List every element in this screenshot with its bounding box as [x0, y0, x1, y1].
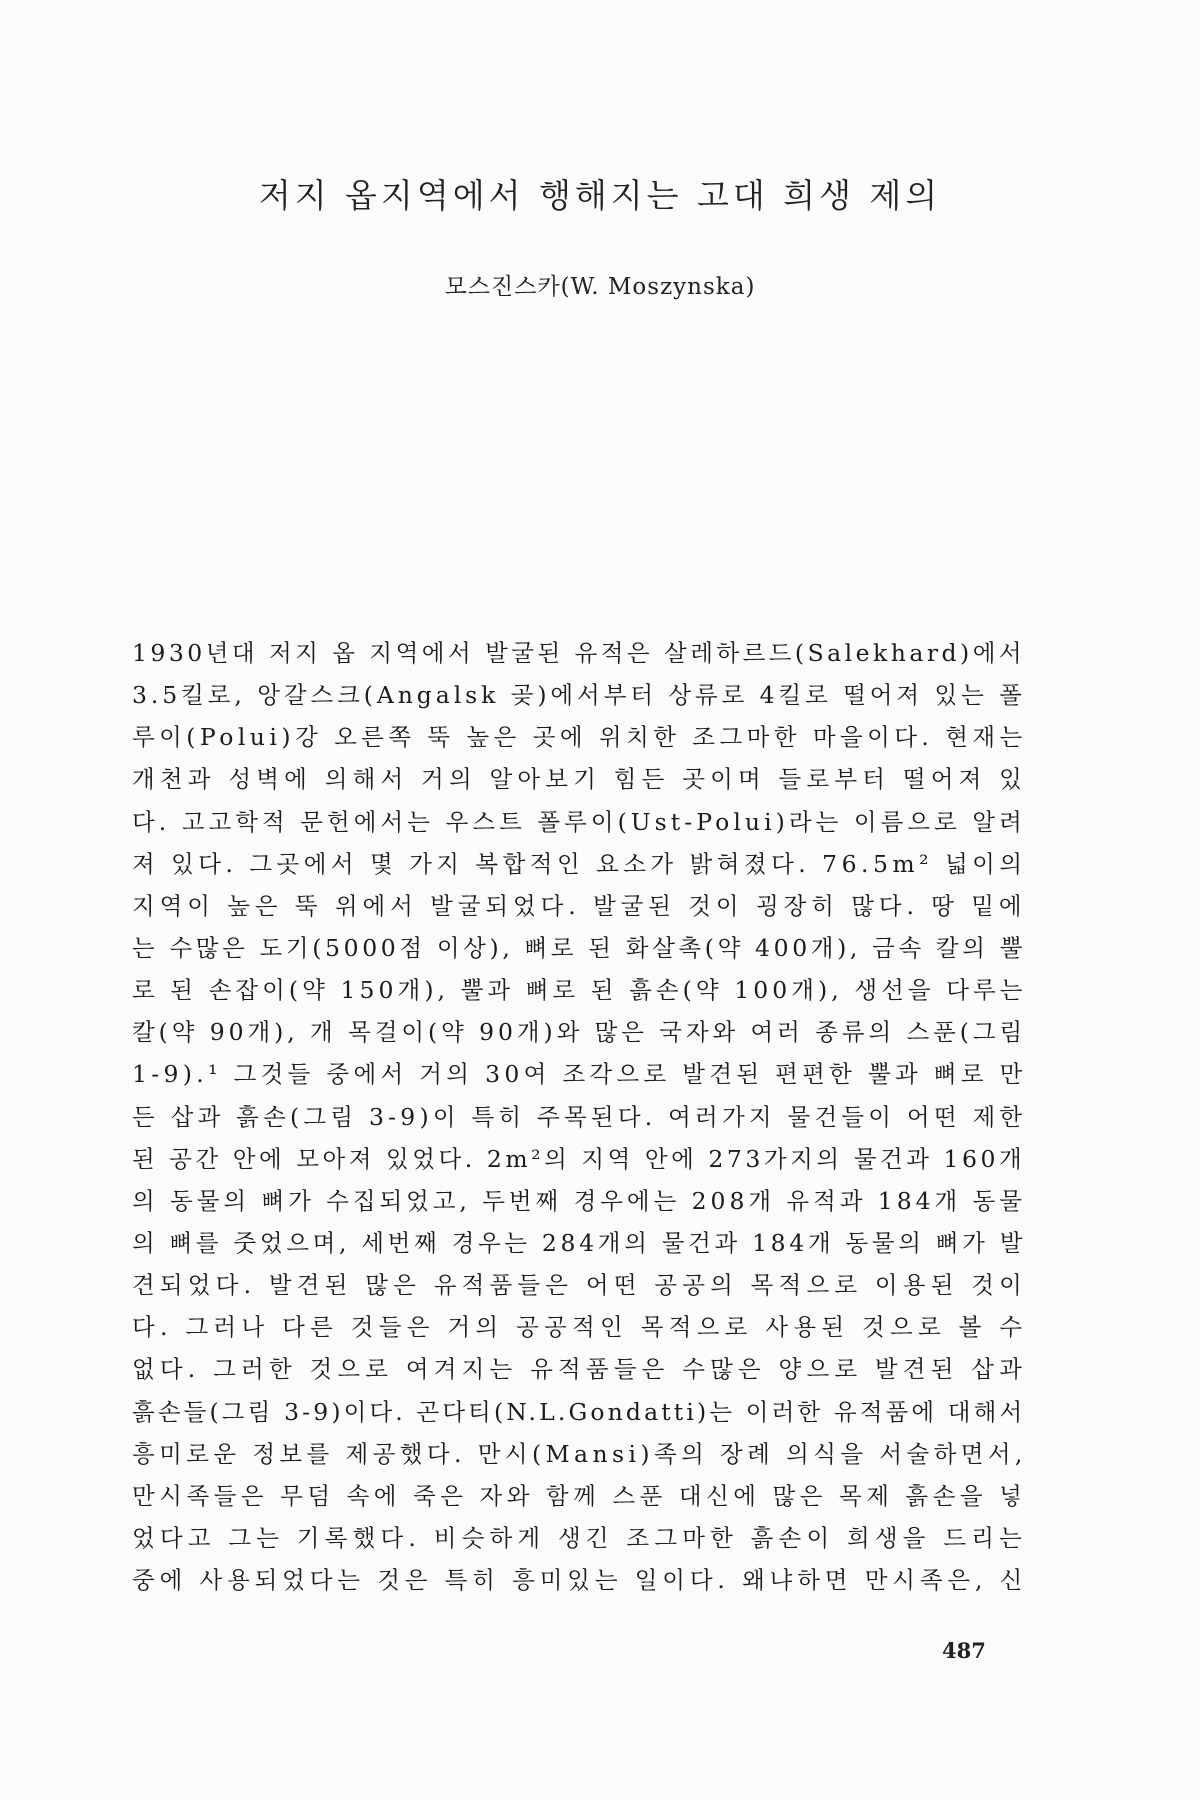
- page-number: 487: [942, 1638, 986, 1663]
- body-line: 칼(약 90개), 개 목걸이(약 90개)와 많은 국자와 여러 종류의 스푼(그림: [132, 1018, 1027, 1047]
- body-line: 져 있다. 그곳에서 몇 가지 복합적인 요소가 밝혀졌다. 76.5m² 넓이의: [132, 849, 1027, 878]
- body-line: 만시족들은 무덤 속에 죽은 자와 함께 스푼 대신에 많은 목제 흙손을 넣: [132, 1481, 1027, 1510]
- body-line: 다. 고고학적 문헌에서는 우스트 폴루이(Ust-Polui)라는 이름으로 알려: [132, 807, 1026, 836]
- article-title: 저지 옵지역에서 행해지는 고대 희생 제의: [258, 176, 942, 215]
- body-line: 흥미로운 정보를 제공했다. 만시(Mansi)족의 장례 의식을 서술하면서,: [132, 1439, 1027, 1468]
- body-line: 었다고 그는 기록했다. 비슷하게 생긴 조그마한 흙손이 희생을 드리는: [132, 1523, 1028, 1552]
- body-line: 견되었다. 발견된 많은 유적품들은 어떤 공공의 목적으로 이용된 것이: [132, 1271, 1028, 1300]
- body-line: 1930년대 저지 옵 지역에서 발굴된 유적은 살레하르드(Salekhard)에서: [132, 639, 1026, 667]
- body-line: 3.5킬로, 앙갈스크(Angalsk 곶)에서부터 상류로 4킬로 떨어져 있는 폴: [132, 681, 1026, 710]
- body-line: 1-9).¹ 그것들 중에서 거의 30여 조각으로 발견된 편편한 뿔과 뼈로 만: [132, 1060, 1027, 1089]
- body-line: 개천과 성벽에 의해서 거의 알아보기 힘든 곳이며 들로부터 떨어져 있: [132, 765, 1028, 794]
- body-paragraph: [132, 632, 1028, 1601]
- body-line: 든 삽과 흙손(그림 3-9)이 특히 주목된다. 여러가지 물건들이 어떤 제한: [132, 1102, 1027, 1131]
- body-line: 의 동물의 뼈가 수집되었고, 두번째 경우에는 208개 유적과 184개 동물: [132, 1186, 1026, 1215]
- body-line: 된 공간 안에 모아져 있었다. 2m²의 지역 안에 273가지의 물건과 160개: [132, 1144, 1026, 1173]
- body-line: 는 수많은 도기(5000점 이상), 뼈로 된 화살촉(약 400개), 금속 칼의 뿔: [132, 933, 1027, 962]
- author-line: 모스진스카(W. Moszynska): [444, 274, 756, 300]
- body-line: 로 된 손잡이(약 150개), 뿔과 뼈로 된 흙손(약 100개), 생선을 다루는: [132, 976, 1027, 1005]
- body-line: 루이(Polui)강 오른쪽 뚝 높은 곳에 위치한 조그마한 마을이다. 현재는: [132, 723, 1027, 752]
- body-line: 흙손들(그림 3-9)이다. 곤다티(N.L.Gondatti)는 이러한 유적품에 대해서: [132, 1397, 1026, 1426]
- body-line: 다. 그러나 다른 것들은 거의 공공적인 목적으로 사용된 것으로 볼 수: [132, 1313, 1028, 1342]
- body-line: 지역이 높은 뚝 위에서 발굴되었다. 발굴된 것이 굉장히 많다. 땅 밑에: [132, 891, 1027, 920]
- body-line: 의 뼈를 줏었으며, 세번째 경우는 284개의 물건과 184개 동물의 뼈가 발: [132, 1228, 1027, 1257]
- body-line: 없다. 그러한 것으로 여겨지는 유적품들은 수많은 양으로 발견된 삽과: [132, 1355, 1028, 1384]
- body-line: 중에 사용되었다는 것은 특히 흥미있는 일이다. 왜냐하면 만시족은, 신: [132, 1566, 1028, 1595]
